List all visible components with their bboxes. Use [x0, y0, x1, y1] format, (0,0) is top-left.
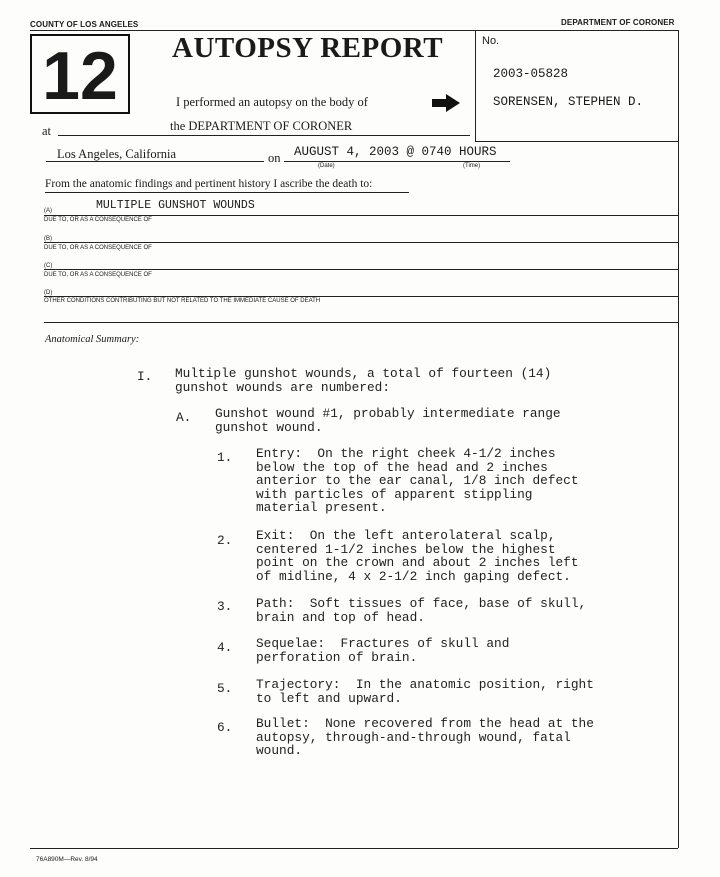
decedent-name: SORENSEN, STEPHEN D.	[493, 95, 644, 109]
item-text: Entry: On the right cheek 4-1/2 inches below the top of the head and 2 inches anterior to the ear canal, 1/8 inch defect with particles of apparent stippling material present.	[256, 446, 579, 515]
cause-c-label: (C)	[44, 263, 53, 269]
page-title: AUTOPSY REPORT	[172, 32, 444, 64]
bottom-rule	[30, 848, 678, 849]
cause-d-line	[44, 296, 678, 297]
item-number: 3.	[217, 599, 233, 614]
item-number: 5.	[217, 681, 233, 696]
report-number-box	[475, 30, 678, 142]
item-text: Exit: On the left anterolateral scalp, centered 1-1/2 inches below the highest point on the crown and about 2 inches left of midline, 4 x 2-1/2 inch gaping defect.	[256, 528, 579, 584]
item-text: Path: Soft tissues of face, base of skull, brain and top of head.	[256, 596, 587, 625]
cause-intro-underline	[45, 192, 409, 193]
section-divider	[44, 322, 678, 323]
item-number: 4.	[217, 640, 233, 655]
other-conditions: OTHER CONDITIONS CONTRIBUTING BUT NOT RELATED TO THE IMMEDIATE CAUSE OF DEATH	[44, 298, 321, 304]
due-to-b: DUE TO, OR AS A CONSEQUENCE OF	[44, 245, 152, 251]
cause-a-line	[44, 215, 678, 216]
due-to-c: DUE TO, OR AS A CONSEQUENCE OF	[44, 272, 152, 278]
cause-b-line	[44, 242, 678, 243]
item-text: Sequelae: Fractures of skull and perforation of brain.	[256, 636, 510, 665]
at-underline	[58, 135, 470, 136]
item-number: 1.	[217, 450, 233, 465]
item-text: Trajectory: In the anatomic position, right to left and upward.	[256, 677, 594, 706]
arrow-right-icon	[432, 94, 460, 112]
summary-label: Anatomical Summary:	[45, 334, 140, 345]
case-number-box	[30, 34, 130, 114]
cause-c-line	[44, 269, 678, 270]
form-code: 76A890M—Rev. 8/94	[36, 856, 98, 863]
date-caption: (Date)	[318, 163, 335, 169]
performed-text: I performed an autopsy on the body of	[176, 95, 368, 109]
location: Los Angeles, California	[57, 147, 177, 161]
roman-text: Multiple gunshot wounds, a total of fourteen (14) gunshot wounds are numbered:	[175, 366, 552, 395]
on-label: on	[268, 151, 281, 165]
right-border	[678, 30, 679, 848]
county-header: COUNTY OF LOS ANGELES	[30, 20, 139, 29]
date-time: AUGUST 4, 2003 @ 0740 HOURS	[294, 145, 497, 159]
cause-d-label: (D)	[44, 290, 53, 296]
cause-b-label: (B)	[44, 236, 52, 242]
time-caption: (Time)	[463, 163, 481, 169]
department-header: DEPARTMENT OF CORONER	[561, 18, 675, 27]
department-line: the DEPARTMENT OF CORONER	[170, 119, 353, 133]
item-text: Bullet: None recovered from the head at the autopsy, through-and-through wound, fatal wound.	[256, 716, 594, 758]
location-underline	[46, 161, 264, 162]
report-number: 2003-05828	[493, 67, 569, 81]
roman-numeral: I.	[137, 369, 153, 384]
at-label: at	[42, 124, 52, 138]
case-number: 12	[42, 38, 118, 114]
cause-a-label: (A)	[44, 208, 52, 214]
item-number: 6.	[217, 720, 233, 735]
cause-a-value: MULTIPLE GUNSHOT WOUNDS	[96, 199, 255, 212]
item-number: 2.	[217, 533, 233, 548]
date-underline	[284, 161, 510, 162]
cause-intro: From the anatomic findings and pertinent history I ascribe the death to:	[45, 178, 373, 190]
no-label: No.	[482, 35, 500, 47]
sub-label: A.	[176, 410, 192, 425]
sub-text: Gunshot wound #1, probably intermediate range gunshot wound.	[215, 406, 561, 435]
due-to-a: DUE TO, OR AS A CONSEQUENCE OF	[44, 217, 152, 223]
